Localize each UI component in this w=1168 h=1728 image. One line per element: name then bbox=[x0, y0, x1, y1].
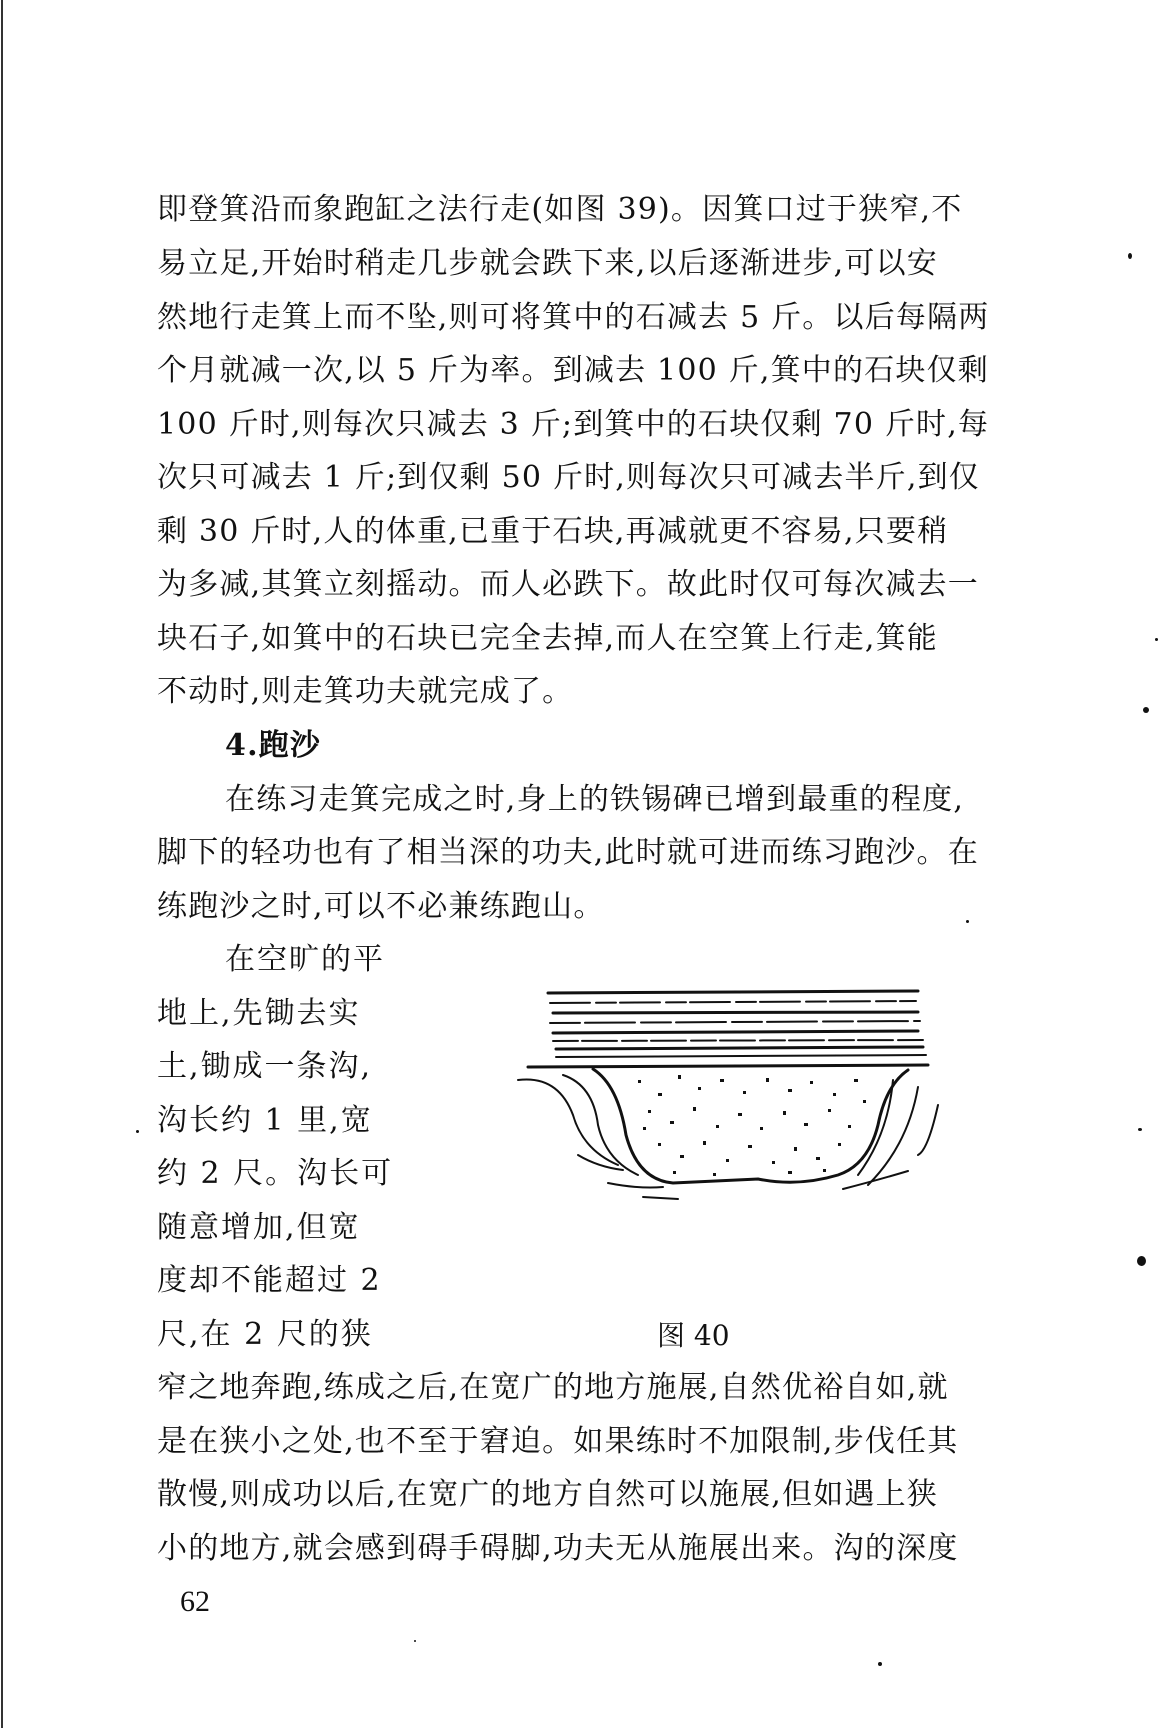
text-line: 剩 30 斤时,人的体重,已重于石块,再减就更不容易,只要稍 bbox=[157, 514, 949, 549]
text-line: 100 斤时,则每次只减去 3 斤;到箕中的石块仅剩 70 斤时,每 bbox=[157, 407, 990, 442]
side-text-line: 沟长约 1 里,宽 bbox=[157, 1103, 373, 1138]
text-line: 散慢,则成功以后,在宽广的地方自然可以施展,但如遇上狭 bbox=[157, 1477, 939, 1512]
scan-speck bbox=[1137, 1256, 1146, 1266]
side-text-line: 土,锄成一条沟, bbox=[157, 1049, 373, 1084]
scan-speck bbox=[1155, 638, 1158, 641]
text-line: 即登箕沿而象跑缸之法行走(如图 39)。因箕口过于狭窄,不 bbox=[157, 192, 963, 227]
scan-speck bbox=[878, 1662, 882, 1666]
scan-speck bbox=[414, 1640, 416, 1642]
text-line: 窄之地奔跑,练成之后,在宽广的地方施展,自然优裕自如,就 bbox=[157, 1370, 949, 1405]
side-text-line: 随意增加,但宽 bbox=[157, 1210, 361, 1245]
scan-speck bbox=[1143, 707, 1149, 713]
text-line: 脚下的轻功也有了相当深的功夫,此时就可进而练习跑沙。在 bbox=[157, 835, 979, 870]
text-line: 为多减,其箕立刻摇动。而人必跌下。故此时仅可每次减去一 bbox=[157, 567, 979, 602]
page-number: 62 bbox=[180, 1585, 210, 1618]
text-line: 次只可减去 1 斤;到仅剩 50 斤时,则每次只可减去半斤,到仅 bbox=[157, 460, 980, 495]
text-line: 易立足,开始时稍走几步就会跌下来,以后逐渐进步,可以安 bbox=[157, 246, 939, 281]
side-text-line: 约 2 尺。沟长可 bbox=[157, 1156, 394, 1191]
trench-illustration bbox=[498, 975, 943, 1200]
side-text-line: 地上,先锄去实 bbox=[157, 996, 361, 1031]
section-heading: 4.跑沙 bbox=[225, 728, 322, 763]
scan-speck bbox=[136, 1130, 139, 1133]
text-line: 不动时,则走箕功夫就完成了。 bbox=[157, 674, 574, 709]
scan-speck bbox=[1128, 253, 1132, 259]
text-line: 块石子,如箕中的石块已完全去掉,而人在空箕上行走,箕能 bbox=[157, 621, 939, 656]
page-edge-line bbox=[1, 0, 3, 1728]
scan-speck bbox=[1138, 1128, 1142, 1131]
side-text-line: 尺,在 2 尺的狭 bbox=[157, 1317, 373, 1352]
figure-caption: 图 40 bbox=[657, 1319, 730, 1352]
side-text-line: 在空旷的平 bbox=[225, 942, 385, 977]
text-line: 小的地方,就会感到碍手碍脚,功夫无从施展出来。沟的深度 bbox=[157, 1531, 959, 1566]
text-line: 个月就减一次,以 5 斤为率。到减去 100 斤,箕中的石块仅剩 bbox=[157, 353, 989, 388]
text-line: 在练习走箕完成之时,身上的铁锡碑已增到最重的程度, bbox=[225, 782, 965, 817]
text-line: 然地行走箕上而不坠,则可将箕中的石减去 5 斤。以后每隔两 bbox=[157, 300, 990, 335]
scan-speck bbox=[966, 920, 969, 923]
side-text-line: 度却不能超过 2 bbox=[157, 1263, 382, 1298]
text-line: 是在狭小之处,也不至于窘迫。如果练时不加限制,步伐任其 bbox=[157, 1424, 959, 1459]
text-line: 练跑沙之时,可以不必兼练跑山。 bbox=[157, 889, 605, 924]
